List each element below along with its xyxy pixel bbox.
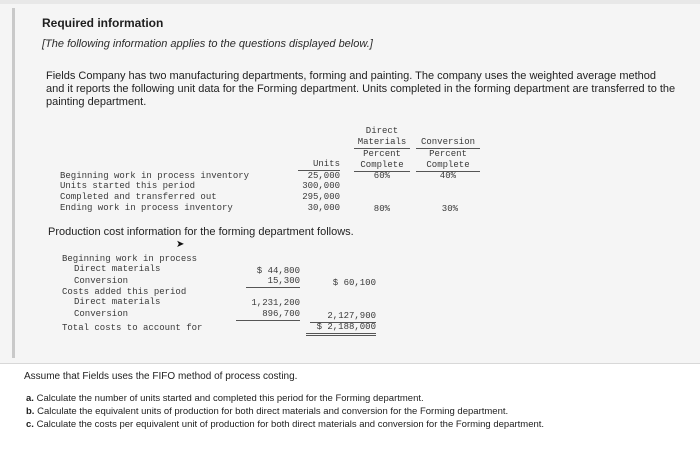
page-title: Required information <box>42 16 164 30</box>
units-row-dm-percent: 60% <box>373 171 390 181</box>
cost-beginning-total: $ 60,100 <box>332 278 376 288</box>
question-b <box>26 406 508 417</box>
cost-added-conv-label: Conversion <box>74 309 129 319</box>
units-row-label: Beginning work in process inventory <box>60 171 250 181</box>
cost-added-total: 2,127,900 <box>310 311 376 323</box>
cost-dm-value: $ 44,800 <box>256 266 300 276</box>
head-direct-line-1: Direct <box>365 126 399 136</box>
units-row-dm-percent: 80% <box>373 204 390 214</box>
question-letter: c. <box>26 419 34 430</box>
question-text: Calculate the equivalent units of production for both direct materials and conversion for the Forming department. <box>37 406 509 417</box>
head-direct-line-3: Percent <box>363 149 401 159</box>
units-table-head-direct <box>354 126 410 172</box>
cost-added-dm-value: 1,231,200 <box>251 298 300 308</box>
units-row-units: 300,000 <box>302 181 340 191</box>
cost-conv-label: Conversion <box>74 276 129 286</box>
units-row-units: 25,000 <box>307 171 340 181</box>
cost-dm-label: Direct materials <box>74 264 161 274</box>
question-text: Calculate the number of units started and completed this period for the Forming department. <box>36 393 424 404</box>
units-row-units: 30,000 <box>307 203 340 213</box>
units-row-conv-percent: 30% <box>441 204 458 214</box>
head-direct-line-4: Complete <box>354 160 410 172</box>
units-row-label: Completed and transferred out <box>60 192 217 202</box>
assumption-text: Assume that Fields uses the FIFO method of process costing. <box>24 371 298 382</box>
question-letter: a. <box>26 393 34 404</box>
head-conv-line-3: Complete <box>416 160 480 172</box>
head-conv-line-2: Percent <box>429 149 467 159</box>
units-row-units: 295,000 <box>302 192 340 202</box>
page-subtitle: [The following information applies to the questions displayed below.] <box>42 38 373 50</box>
units-row-label: Units started this period <box>60 181 196 191</box>
question-text: Calculate the costs per equivalent unit of production for both direct materials and conversion for the Forming department. <box>36 419 545 430</box>
question-a <box>26 393 424 404</box>
units-row-conv-percent: 40% <box>439 171 456 181</box>
cost-total-value: $ 2,188,000 <box>306 322 376 336</box>
units-table-head-units: Units <box>298 159 340 171</box>
mouse-cursor-icon: ➤ <box>176 239 185 250</box>
question-letter: b. <box>26 406 35 417</box>
cost-total-label: Total costs to account for <box>62 323 203 333</box>
intro-paragraph: Fields Company has two manufacturing departments, forming and painting. The company uses the weighted average method and it reports the following unit data for the Forming department. Units completed in the forming department are transferred to the painting department. <box>46 70 676 108</box>
cost-beginning-wip-label: Beginning work in process <box>62 254 198 264</box>
cost-added-conv-value: 896,700 <box>236 309 300 321</box>
question-c <box>26 419 544 430</box>
cost-added-label: Costs added this period <box>62 287 187 297</box>
panel-left-rule <box>12 8 15 358</box>
head-direct-line-2: Materials <box>354 137 410 149</box>
head-conv-line-1: Conversion <box>416 137 480 149</box>
units-table-head-conversion <box>416 137 480 172</box>
cost-conv-value: 15,300 <box>246 276 300 288</box>
units-row-label: Ending work in process inventory <box>60 203 233 213</box>
cost-section-title: Production cost information for the forming department follows. <box>48 226 354 238</box>
cost-added-dm-label: Direct materials <box>74 297 161 307</box>
